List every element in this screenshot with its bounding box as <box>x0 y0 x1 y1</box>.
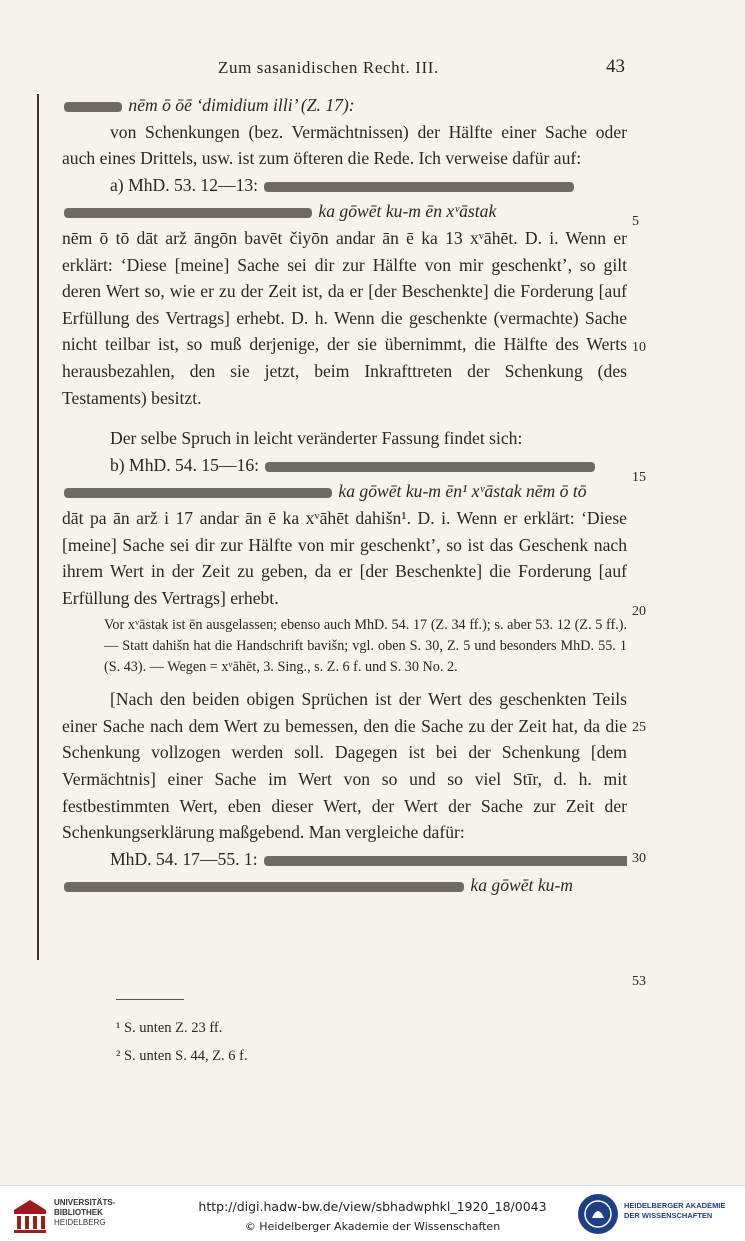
line-number: 30 <box>632 851 646 866</box>
paragraph-b: dāt pa ān arž i 17 andar ān ē ka xᵛāhēt dahišn¹. D. i. Wenn er erklärt: ‘Diese [meine] Sache sei dir zur Hälfte von mir geschenkt’, so ist das Geschenk nach ihrem Wert in der Zeit zu geben, da er [der Beschenkte] die Forderung [auf Erfüllung des Vertrags] erhebt. <box>62 507 627 608</box>
academy-seal-icon <box>578 1194 618 1234</box>
line-number: 25 <box>632 720 646 735</box>
footnote-1: ¹ S. unten Z. 23 ff. <box>116 1020 223 1036</box>
university-library-name: UNIVERSITÄTS- BIBLIOTHEK HEIDELBERG <box>54 1198 116 1227</box>
line-number: 15 <box>632 470 646 485</box>
translit-c: ka gōwēt ku-m <box>470 875 574 896</box>
paragraph-a: nēm ō tō dāt arž āngōn bavēt čiyōn andar ān ē ka 13 xᵛāhēt. D. i. Wenn er erklärt: ‘Diese [meine] Sache sei dir zur Hälfte von mir geschenkt’, so gilt deren Wert so, wie er zu der Zeit ist, da er [der Beschenkte] die Forderung [auf Erfüllung des Vertrags] erhebt. D. h. Wenn die geschenkte (vermachte) Sache nicht teilbar ist, so muß derjenige, der sie übernimmt, die Hälfte des Werts herausbezahlen, den sie jetzt, beim Inkrafttreten der Schenkung (des Testaments) besitzt. <box>62 227 627 408</box>
viewer-footer <box>0 1185 745 1241</box>
running-head <box>0 50 745 80</box>
line-number: 20 <box>632 604 646 619</box>
line-b-header <box>62 452 627 479</box>
paragraph-2: Der selbe Spruch in leicht veränderter Fassung findet sich: <box>110 428 523 449</box>
academy-name: HEIDELBERGER AKADEMIE DER WISSENSCHAFTEN <box>624 1201 726 1220</box>
pahlavi-script <box>265 462 595 472</box>
ref-c: MhD. 54. 17—55. 1: <box>110 848 258 869</box>
pahlavi-script <box>264 856 627 866</box>
ref-b: b) MhD. 54. 15—16: <box>110 454 260 475</box>
note-block <box>62 615 627 678</box>
pahlavi-script <box>64 882 464 892</box>
line-number: 5 <box>632 214 639 229</box>
note-text: Vor xᵛāstak ist ēn ausgelassen; ebenso auch MhD. 54. 17 (Z. 34 ff.); s. aber 53. 12 (Z. 5 ff.). — Statt dahišn hat die Handschrift bavišn; vgl. oben S. 30, Z. 5 und besonders MhD. 55. 1 (S. 43). — Wegen = xᵛāhēt, 3. Sing., s. Z. 6 f. und S. 30 No. 2. <box>104 617 627 676</box>
line-a-header <box>62 172 627 199</box>
permalink[interactable]: http://digi.hadw-bw.de/view/sbhadwphkl_1920_18/0043 <box>198 1199 547 1214</box>
pahlavi-script <box>64 208 312 218</box>
footnote-2: ² S. unten S. 44, Z. 6 f. <box>116 1048 248 1064</box>
paragraph-1: von Schenkungen (bez. Vermächtnissen) der Hälfte einer Sache oder auch eines Drittels, usw. ist zum öfteren die Rede. Ich verweise dafür auf: <box>62 121 627 169</box>
line-number: 10 <box>632 340 646 355</box>
main-text <box>62 92 627 899</box>
translit-dimidium: nēm ō ōē ‘dimidium illi’ (Z. 17): <box>128 95 355 115</box>
translit-b: ka gōwēt ku-m ēn¹ xᵛāstak nēm ō tō <box>338 481 587 502</box>
margin-rule <box>37 94 39 960</box>
ref-a: a) MhD. 53. 12—13: <box>110 174 259 195</box>
line-c-header <box>62 846 627 873</box>
running-head-title: Zum sasanidischen Recht. III. <box>218 58 439 77</box>
paragraph-3: [Nach den beiden obigen Sprüchen ist der Wert des geschenkten Teils einer Sache nach dem Wert zu bemessen, den die Sache zu der Zeit hat, da die Schenkung vollzogen werden soll. Dagegen ist bei der Schenkung [dem Vermächtnis] einer Sache im Wert von so und so viel Stīr, d. h. mit festbestimmten Wert, eben dieser Wert, der Wert der Sache zur Zeit der Schenkungserklärung maßgebend. Man vergleiche dafür: <box>62 689 627 843</box>
pahlavi-script <box>264 182 574 192</box>
translit-a: ka gōwēt ku-m ēn xᵛāstak <box>318 201 497 222</box>
line-dimidium <box>62 92 627 119</box>
footnotes <box>116 1014 248 1070</box>
line-a-translit <box>62 198 627 225</box>
copyright-notice: © Heidelberger Akademie der Wissenschaften <box>244 1220 501 1233</box>
pahlavi-script <box>64 102 122 112</box>
page-number: 43 <box>606 56 625 77</box>
footnote-rule <box>116 999 184 1000</box>
line-number: 53 <box>632 974 646 989</box>
line-c-translit <box>62 872 627 899</box>
line-b-translit <box>62 478 627 505</box>
pahlavi-script <box>64 488 332 498</box>
